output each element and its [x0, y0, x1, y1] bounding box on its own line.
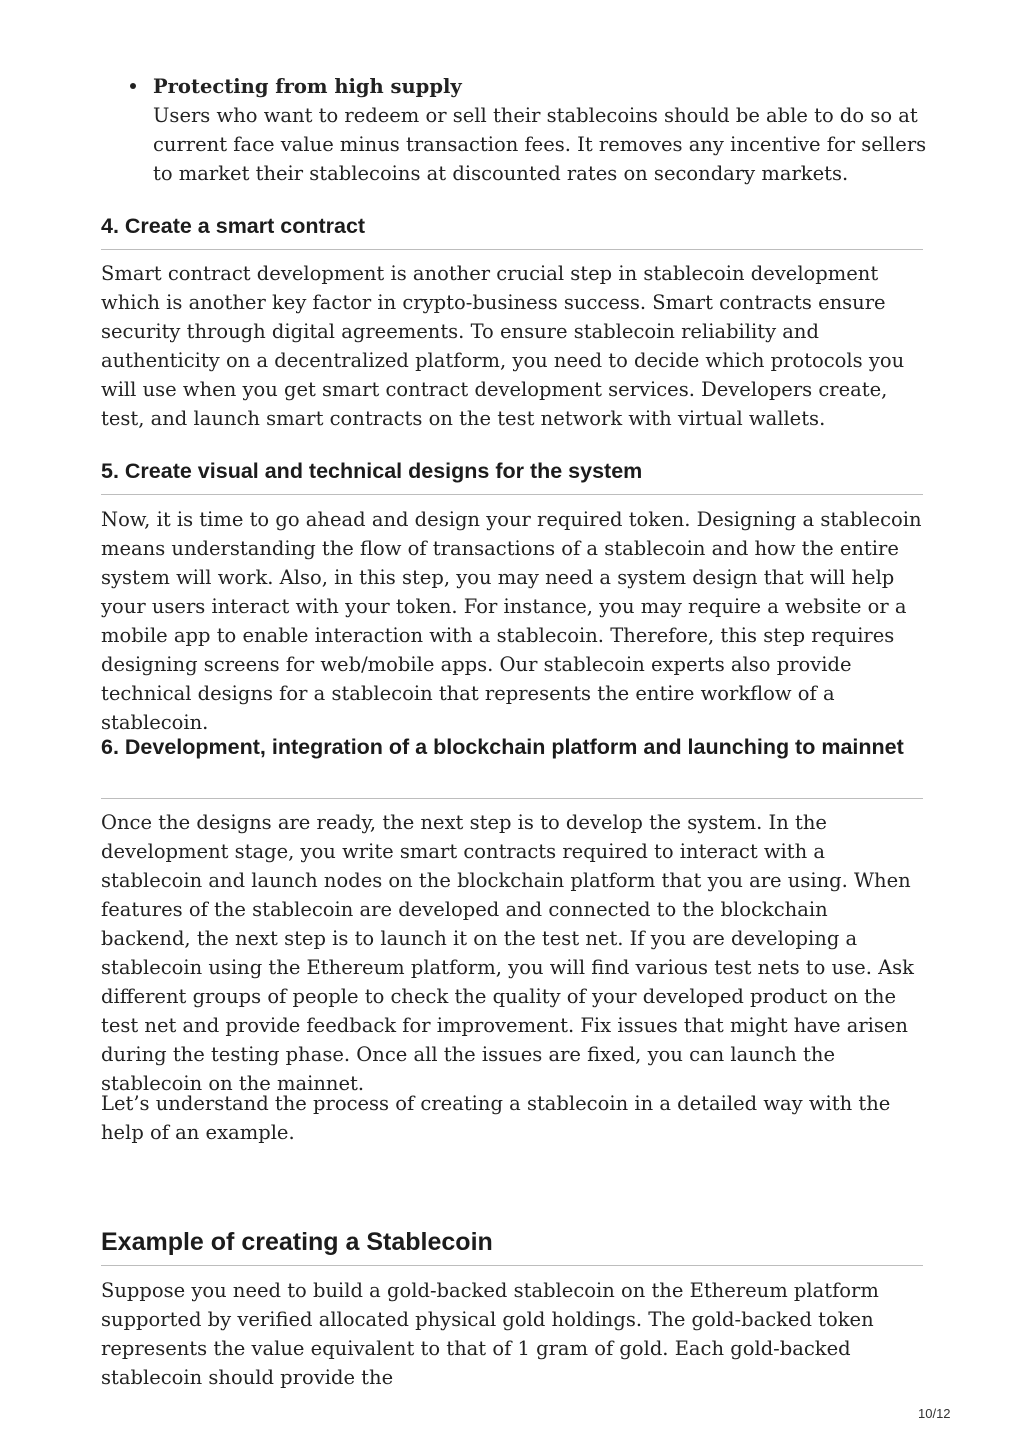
heading-divider: [101, 249, 923, 250]
bullet-dot-icon: [130, 83, 136, 89]
bullet-text: Users who want to redeem or sell their stablecoins should be able to do so at current face value minus transaction fees. It removes any incentive for sellers to market their stablecoins at discounted rates on secondary markets.: [153, 104, 927, 185]
bullet-title: Protecting from high supply: [153, 75, 462, 98]
heading-divider: [101, 494, 923, 495]
section-heading-6: 6. Development, integration of a blockchain platform and launching to mainnet: [101, 735, 904, 759]
heading-divider: [101, 1265, 923, 1266]
section-body-4: Smart contract development is another crucial step in stablecoin development which is another key factor in crypto-business success. Smart contracts ensure security through digital agreements. To ensure stablecoin reliability and authenticity on a decentralized platform, you need to decide which protocols you will use when you get smart contract development services. Developers create, test, and launch smart contracts on the test network with virtual wallets.: [101, 262, 905, 430]
heading-divider: [101, 798, 923, 799]
section-heading-4: 4. Create a smart contract: [101, 214, 366, 238]
example-body: Suppose you need to build a gold-backed stablecoin on the Ethereum platform supported by verified allocated physical gold holdings. The gold-backed token represents the value equivalent to that of 1 gram of gold. Each gold-backed stablecoin should provide the: [101, 1279, 879, 1389]
transition-paragraph: Let’s understand the process of creating a stablecoin in a detailed way with the help of an example.: [101, 1092, 891, 1144]
section-body-5: Now, it is time to go ahead and design your required token. Designing a stablecoin means understanding the flow of transactions of a stablecoin and how the entire system will work. Also, in this step, you may need a system design that will help your users interact with your token. For instance, you may require a website or a mobile app to enable interaction with a stablecoin. Therefore, this step requires designing screens for web/mobile apps. Our stablecoin experts also provide technical designs for a stablecoin that represents the entire workflow of a stablecoin.: [101, 508, 922, 734]
section-body-6: Once the designs are ready, the next step is to develop the system. In the development stage, you write smart contracts required to interact with a stablecoin and launch nodes on the blockchain platform that you are using. When features of the stablecoin are developed and connected to the blockchain backend, the next step is to launch it on the test net. If you are developing a stablecoin using the Ethereum platform, you will find various test nets to use. Ask different groups of people to check the quality of your developed product on the test net and provide feedback for improvement. Fix issues that might have arisen during the testing phase. Once all the issues are fixed, you can launch the stablecoin on the mainnet.: [101, 811, 914, 1095]
page-number: 10/12: [918, 1406, 951, 1421]
section-heading-5: 5. Create visual and technical designs for the system: [101, 459, 643, 483]
example-heading: Example of creating a Stablecoin: [101, 1228, 493, 1256]
